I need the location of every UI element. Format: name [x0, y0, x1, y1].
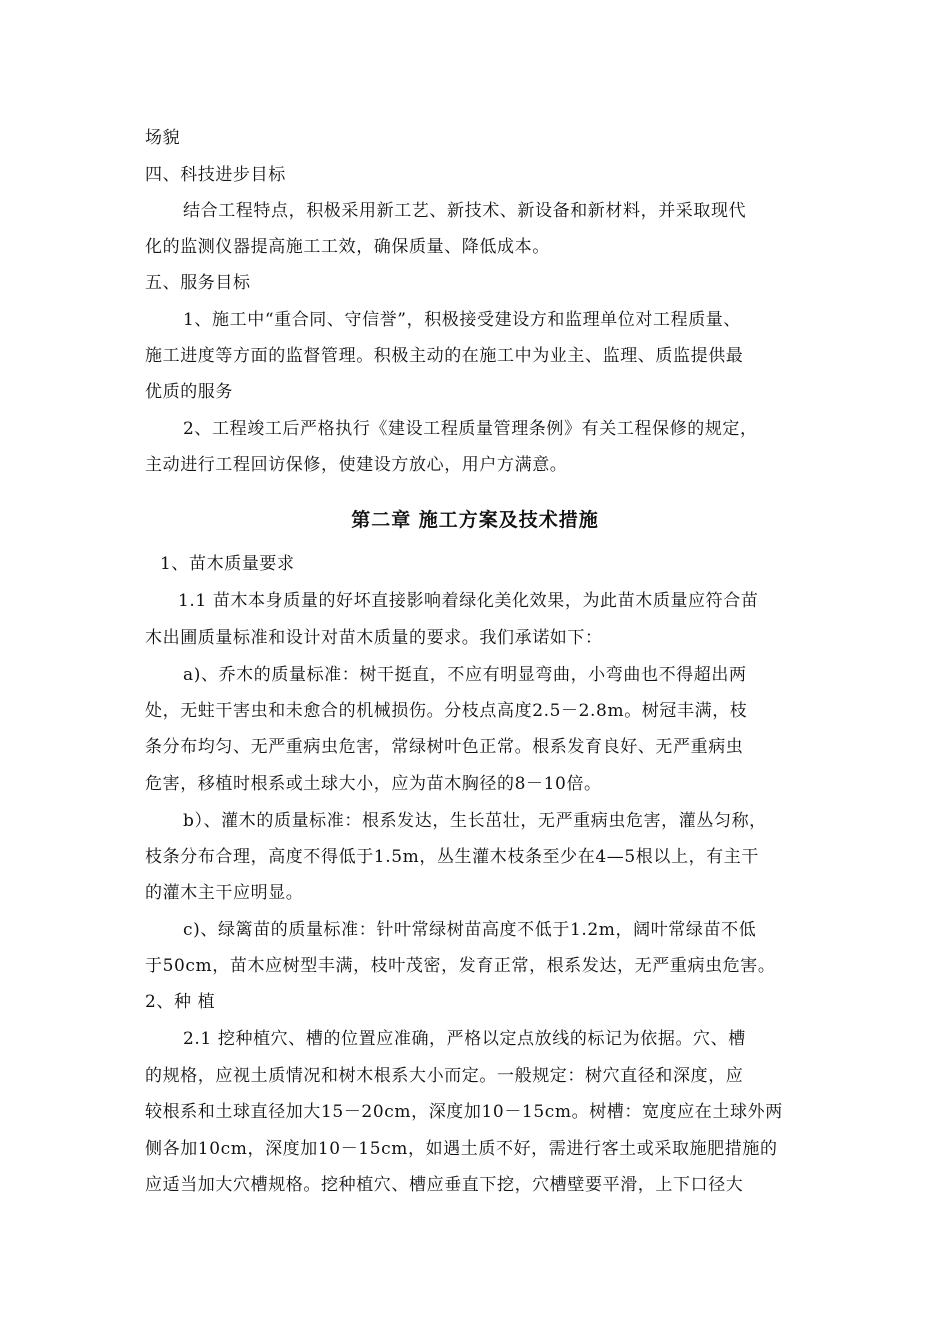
- text-line: 场貌: [145, 128, 181, 148]
- chapter-title: 第二章 施工方案及技术措施: [351, 509, 599, 531]
- paragraph-line: 1.1 苗木本身质量的好坏直接影响着绿化美化效果，为此苗木质量应符合苗: [178, 591, 759, 611]
- paragraph-line: 侧各加10cm，深度加10－15cm，如遇土质不好，需进行客土或采取施肥措施的: [145, 1139, 778, 1159]
- paragraph-line: 1、施工中“重合同、守信誉”，积极接受建设方和监理单位对工程质量、: [183, 310, 741, 330]
- paragraph-line: 施工进度等方面的监督管理。积极主动的在施工中为业主、监理、质监提供最: [145, 346, 744, 366]
- paragraph-line: 危害，移植时根系或土球大小，应为苗木胸径的8－10倍。: [145, 774, 602, 794]
- paragraph-line: 主动进行工程回访保修，使建设方放心，用户方满意。: [145, 455, 568, 475]
- paragraph-line: 结合工程特点，积极采用新工艺、新技术、新设备和新材料，并采取现代: [183, 201, 747, 221]
- paragraph-line: 于50cm，苗木应树型丰满，枝叶茂密，发育正常，根系发达，无严重病虫危害。: [145, 956, 776, 976]
- paragraph-line: 的规格，应视土质情况和树木根系大小而定。一般规定：树穴直径和深度，应: [145, 1066, 744, 1086]
- paragraph-line: 条分布均匀、无严重病虫危害，常绿树叶色正常。根系发育良好、无严重病虫: [145, 737, 744, 757]
- section-heading: 1、苗木质量要求: [160, 554, 295, 574]
- paragraph-line: 2.1 挖种植穴、槽的位置应准确，严格以定点放线的标记为依据。穴、槽: [183, 1029, 746, 1049]
- paragraph-line: 处，无蛀干害虫和未愈合的机械损伤。分枝点高度2.5－2.8m。树冠丰满，枝: [145, 701, 748, 721]
- paragraph-line: a)、乔木的质量标准：树干挺直，不应有明显弯曲，小弯曲也不得超出两: [183, 665, 747, 685]
- paragraph-line: 2、工程竣工后严格执行《建设工程质量管理条例》有关工程保修的规定，: [183, 419, 758, 439]
- paragraph-line: 较根系和土球直径加大15－20cm，深度加10－15cm。树槽：宽度应在土球外两: [145, 1102, 783, 1122]
- section-heading: 四、科技进步目标: [145, 165, 286, 185]
- paragraph-line: b）、灌木的质量标准：根系发达，生长茁壮，无严重病虫危害，灌丛匀称，: [183, 811, 767, 831]
- paragraph-line: 应适当加大穴槽规格。挖种植穴、槽应垂直下挖，穴槽壁要平滑，上下口径大: [145, 1175, 744, 1195]
- paragraph-line: c)、绿篱苗的质量标准：针叶常绿树苗高度不低于1.2m，阔叶常绿苗不低: [183, 920, 757, 940]
- paragraph-line: 优质的服务: [145, 382, 233, 402]
- section-heading: 2、种 植: [145, 992, 216, 1012]
- paragraph-line: 枝条分布合理，高度不得低于1.5m，丛生灌木枝条至少在4—5根以上，有主干: [145, 847, 759, 867]
- paragraph-line: 的灌木主干应明显。: [145, 883, 304, 903]
- paragraph-line: 木出圃质量标准和设计对苗木质量的要求。我们承诺如下：: [145, 628, 603, 648]
- section-heading: 五、服务目标: [145, 273, 251, 293]
- paragraph-line: 化的监测仪器提高施工工效，确保质量、降低成本。: [145, 237, 550, 257]
